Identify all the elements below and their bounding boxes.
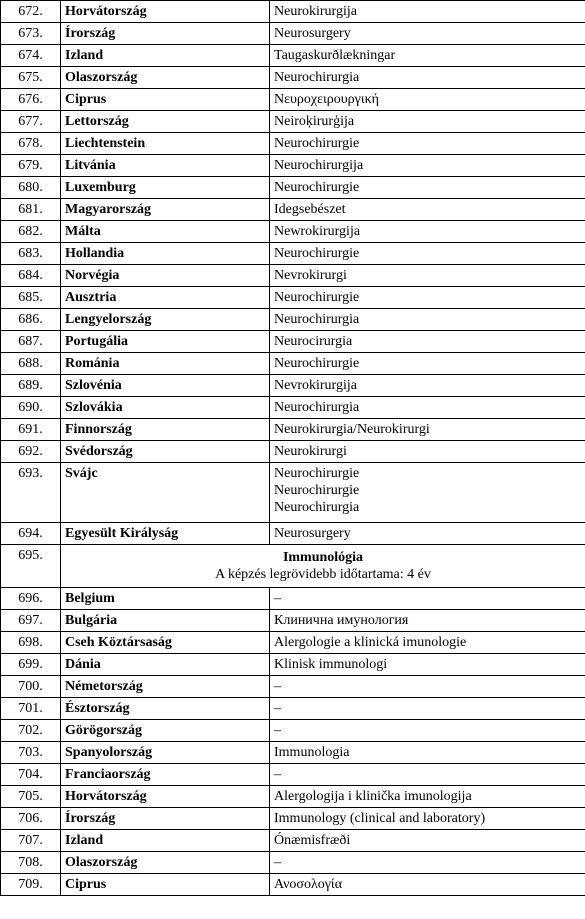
table-row	[1, 133, 585, 155]
section-header-row	[1, 545, 585, 588]
row-number: 709.	[1, 874, 61, 896]
specialty-name: Neurochirurgie	[270, 287, 585, 309]
specialty-name: Alergologie a klinická imunologie	[270, 632, 585, 654]
country-name: Észtország	[61, 698, 270, 720]
row-number: 692.	[1, 441, 61, 463]
country-name: Hollandia	[61, 243, 270, 265]
specialty-name: Immunology (clinical and laboratory)	[270, 808, 585, 830]
country-name: Írország	[61, 808, 270, 830]
specialty-name: Newrokirurgija	[270, 221, 585, 243]
table-row	[1, 353, 585, 375]
country-name: Spanyolország	[61, 742, 270, 764]
specialty-name: Immunologia	[270, 742, 585, 764]
row-number: 678.	[1, 133, 61, 155]
specialty-name: Neurokirurgija	[270, 1, 585, 23]
table-row	[1, 742, 585, 764]
specialty-name: Neurochirurgija	[270, 155, 585, 177]
row-number: 690.	[1, 397, 61, 419]
table-row	[1, 375, 585, 397]
country-name: Ciprus	[61, 89, 270, 111]
specialty-name: Клинична имунология	[270, 610, 585, 632]
specialty-name: Neurokirurgia/Neurokirurgi	[270, 419, 585, 441]
country-name: Norvégia	[61, 265, 270, 287]
row-number: 703.	[1, 742, 61, 764]
row-number: 702.	[1, 720, 61, 742]
table-row	[1, 23, 585, 45]
section-subtitle: A képzés legrövidebb időtartama: 4 év	[215, 567, 431, 582]
table-row	[1, 632, 585, 654]
row-number: 688.	[1, 353, 61, 375]
row-number: 695.	[1, 545, 61, 588]
country-name: Románia	[61, 353, 270, 375]
country-name: Görögország	[61, 720, 270, 742]
table-row	[1, 45, 585, 67]
specialty-name: Neurochirurgie	[270, 243, 585, 265]
row-number: 691.	[1, 419, 61, 441]
specialty-name: Neurochirurgia	[274, 500, 360, 515]
specialty-name: Neurochirurgie	[270, 353, 585, 375]
country-name: Belgium	[61, 588, 270, 610]
row-number: 705.	[1, 786, 61, 808]
table-row	[1, 830, 585, 852]
row-number: 675.	[1, 67, 61, 89]
row-number: 685.	[1, 287, 61, 309]
specialty-name: Ανοσολογία	[270, 874, 585, 896]
table-row	[1, 287, 585, 309]
row-number: 679.	[1, 155, 61, 177]
table-row	[1, 463, 585, 523]
row-number: 697.	[1, 610, 61, 632]
table-row	[1, 67, 585, 89]
specialty-name: –	[270, 698, 585, 720]
table-row	[1, 523, 585, 545]
country-name: Svédország	[61, 441, 270, 463]
country-name: Dánia	[61, 654, 270, 676]
section-heading	[61, 545, 585, 588]
row-number: 682.	[1, 221, 61, 243]
country-name: Olaszország	[61, 852, 270, 874]
row-number: 686.	[1, 309, 61, 331]
row-number: 687.	[1, 331, 61, 353]
country-name: Liechtenstein	[61, 133, 270, 155]
table-row	[1, 698, 585, 720]
table-row	[1, 111, 585, 133]
row-number: 708.	[1, 852, 61, 874]
specialty-name: Νευροχειρουργική	[270, 89, 585, 111]
country-name: Egyesült Királyság	[61, 523, 270, 545]
row-number: 706.	[1, 808, 61, 830]
section-title: Immunológia	[282, 550, 364, 565]
row-number: 677.	[1, 111, 61, 133]
table-row	[1, 155, 585, 177]
table-row	[1, 419, 585, 441]
table-row	[1, 720, 585, 742]
table-row	[1, 243, 585, 265]
row-693-group	[1, 463, 585, 588]
table-row	[1, 764, 585, 786]
table-row	[1, 265, 585, 287]
row-number: 673.	[1, 23, 61, 45]
specialty-name: –	[270, 852, 585, 874]
table-row	[1, 786, 585, 808]
specialty-name: Neiroķirurģija	[270, 111, 585, 133]
specialty-name: Neurochirurgie	[274, 483, 360, 498]
row-number: 683.	[1, 243, 61, 265]
row-number: 689.	[1, 375, 61, 397]
specialty-name: Ónæmisfræði	[270, 830, 585, 852]
specialty-name: –	[270, 588, 585, 610]
country-name: Ciprus	[61, 874, 270, 896]
country-name: Szlovákia	[61, 397, 270, 419]
table-row	[1, 654, 585, 676]
row-number: 672.	[1, 1, 61, 23]
row-number: 704.	[1, 764, 61, 786]
table-row	[1, 1, 585, 23]
specialty-name: Alergologija i klinička imunologija	[270, 786, 585, 808]
specialty-name: Nevrokirurgija	[270, 375, 585, 397]
table-row	[1, 221, 585, 243]
immunology-rows	[1, 588, 585, 896]
row-number: 699.	[1, 654, 61, 676]
country-name: Ausztria	[61, 287, 270, 309]
table-row	[1, 874, 585, 896]
row-number: 684.	[1, 265, 61, 287]
row-number: 680.	[1, 177, 61, 199]
table-row	[1, 177, 585, 199]
specialty-name: Nevrokirurgi	[270, 265, 585, 287]
country-name: Portugália	[61, 331, 270, 353]
row-number: 676.	[1, 89, 61, 111]
specialty-name: –	[270, 720, 585, 742]
specialty-name-list	[270, 463, 585, 523]
table-row	[1, 588, 585, 610]
row-number: 707.	[1, 830, 61, 852]
specialty-name: Neurochirurgie	[274, 466, 360, 481]
specialty-name: Taugaskurðlækningar	[270, 45, 585, 67]
table-row	[1, 199, 585, 221]
country-name: Olaszország	[61, 67, 270, 89]
country-name: Luxemburg	[61, 177, 270, 199]
table-row	[1, 331, 585, 353]
country-name: Horvátország	[61, 1, 270, 23]
row-number: 700.	[1, 676, 61, 698]
specialty-name: Neurosurgery	[270, 523, 585, 545]
specialty-name: Neurochirurgia	[270, 67, 585, 89]
country-name: Izland	[61, 830, 270, 852]
table-row	[1, 397, 585, 419]
country-name: Málta	[61, 221, 270, 243]
row-number: 701.	[1, 698, 61, 720]
specialty-name: Neurochirurgie	[270, 133, 585, 155]
table-row	[1, 610, 585, 632]
specialty-name: Neurosurgery	[270, 23, 585, 45]
country-name: Litvánia	[61, 155, 270, 177]
country-name: Franciaország	[61, 764, 270, 786]
table-row	[1, 808, 585, 830]
row-number: 698.	[1, 632, 61, 654]
row-number: 681.	[1, 199, 61, 221]
country-name: Szlovénia	[61, 375, 270, 397]
table-row	[1, 676, 585, 698]
country-name: Svájc	[61, 463, 270, 523]
table-row	[1, 309, 585, 331]
neurosurgery-rows	[1, 1, 585, 463]
specialty-name: –	[270, 676, 585, 698]
specialty-name: Neurokirurgi	[270, 441, 585, 463]
country-name: Horvátország	[61, 786, 270, 808]
country-name: Finnország	[61, 419, 270, 441]
country-name: Lengyelország	[61, 309, 270, 331]
country-name: Magyarország	[61, 199, 270, 221]
specialty-name: Neurochirurgie	[270, 177, 585, 199]
table-row	[1, 441, 585, 463]
specialty-name: Idegsebészet	[270, 199, 585, 221]
specialty-name: Neurochirurgia	[270, 397, 585, 419]
country-name: Németország	[61, 676, 270, 698]
specialty-name: Neurocirurgia	[270, 331, 585, 353]
country-name: Cseh Köztársaság	[61, 632, 270, 654]
row-number: 674.	[1, 45, 61, 67]
country-name: Izland	[61, 45, 270, 67]
country-name: Bulgária	[61, 610, 270, 632]
row-number: 693.	[1, 463, 61, 523]
country-name: Lettország	[61, 111, 270, 133]
table-row	[1, 89, 585, 111]
specialty-name: Neurochirurgia	[270, 309, 585, 331]
row-number: 694.	[1, 523, 61, 545]
country-name: Írország	[61, 23, 270, 45]
row-number: 696.	[1, 588, 61, 610]
table-row	[1, 852, 585, 874]
specialty-name: –	[270, 764, 585, 786]
specialty-name: Klinisk immunologi	[270, 654, 585, 676]
